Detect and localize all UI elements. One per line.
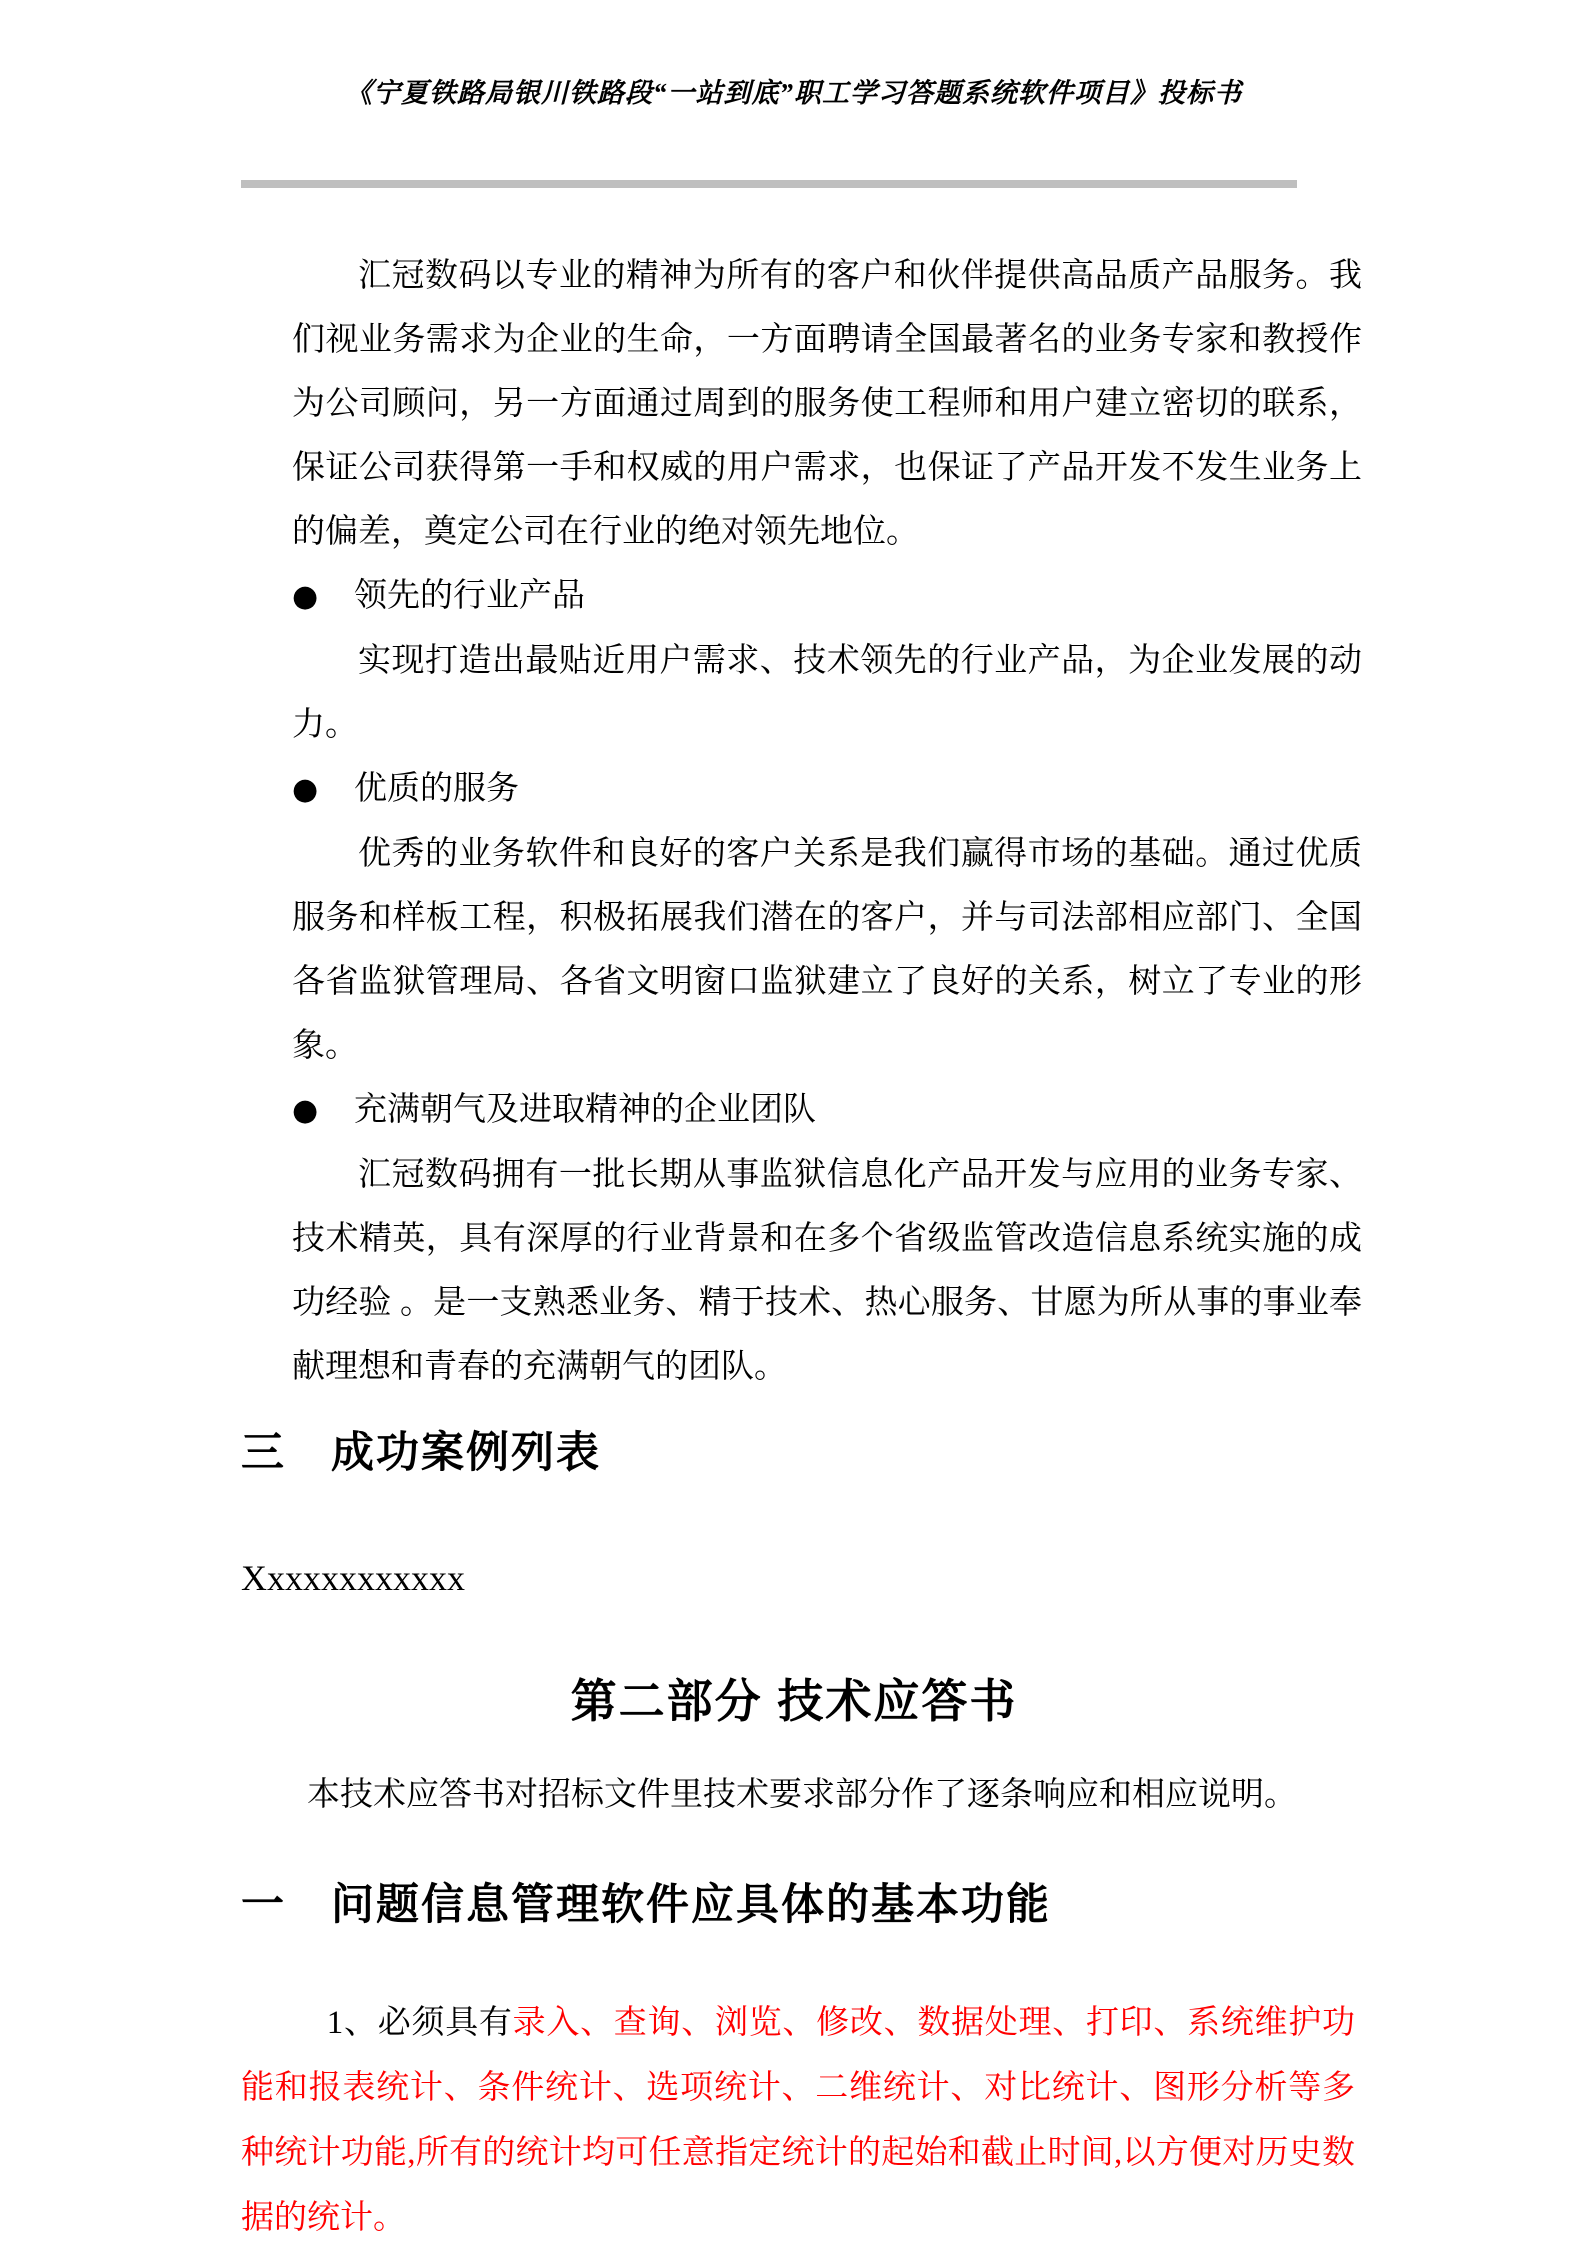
part-two-heading: 第二部分 技术应答书 bbox=[570, 1675, 1018, 1727]
requirement-prefix: 1、必须具有 bbox=[326, 2005, 513, 2041]
bullet-title-products: 领先的行业产品 bbox=[354, 578, 585, 614]
company-profile-section bbox=[292, 244, 1362, 1399]
placeholder-text: Xxxxxxxxxxxx bbox=[241, 1558, 465, 1598]
bullet-icon: ● bbox=[292, 772, 319, 807]
part-two-intro: 本技术应答书对招标文件里技术要求部分作了逐条响应和相应说明。 bbox=[307, 1777, 1297, 1813]
bullet-item-service bbox=[292, 757, 1362, 822]
page-header bbox=[0, 0, 1587, 188]
requirement-highlight: 录入、查询、浏览、修改、数据处理、打印、系统维护功能和报表统计、条件统计、选项统计、二维统计、对比统计、图形分析等多种统计功能,所有的统计均可任意指定统计的起始和截止时间,以方便对历史数据的统计。 bbox=[241, 2005, 1356, 2236]
section-three-heading: 三 成功案例列表 bbox=[241, 1429, 601, 1477]
header-divider bbox=[241, 180, 1297, 188]
intro-paragraph: 汇冠数码以专业的精神为所有的客户和伙伴提供高品质产品服务。我们视业务需求为企业的生命，一方面聘请全国最著名的业务专家和教授作为公司顾问，另一方面通过周到的服务使工程师和用户建立密切的联系，保证公司获得第一手和权威的用户需求，也保证了产品开发不发生业务上的偏差，奠定公司在行业的绝对领先地位。 bbox=[292, 258, 1362, 550]
bullet-icon: ● bbox=[292, 579, 319, 614]
bullet-item-products bbox=[292, 564, 1362, 629]
section-one-heading: 一 问题信息管理软件应具体的基本功能 bbox=[241, 1881, 1051, 1929]
bullet-title-team: 充满朝气及进取精神的企业团队 bbox=[354, 1092, 816, 1128]
bullet-title-service: 优质的服务 bbox=[354, 771, 519, 807]
bullet-icon: ● bbox=[292, 1093, 319, 1128]
requirement-paragraph bbox=[241, 1991, 1355, 2251]
header-title: 《宁夏铁路局银川铁路段“一站到底”职工学习答题系统软件项目》投标书 bbox=[345, 78, 1242, 108]
bullet-body-team: 汇冠数码拥有一批长期从事监狱信息化产品开发与应用的业务专家、技术精英，具有深厚的行业背景和在多个省级监管改造信息系统实施的成功经验 。是一支熟悉业务、精于技术、热心服务、甘愿为所从事的事业奉献理想和青春的充满朝气的团队。 bbox=[292, 1157, 1362, 1385]
bullet-body-products: 实现打造出最贴近用户需求、技术领先的行业产品，为企业发展的动力。 bbox=[292, 643, 1362, 743]
bullet-body-service: 优秀的业务软件和良好的客户关系是我们赢得市场的基础。通过优质服务和样板工程，积极拓展我们潜在的客户，并与司法部相应部门、全国各省监狱管理局、各省文明窗口监狱建立了良好的关系，树立了专业的形象。 bbox=[292, 836, 1362, 1064]
bullet-item-team bbox=[292, 1078, 1362, 1143]
